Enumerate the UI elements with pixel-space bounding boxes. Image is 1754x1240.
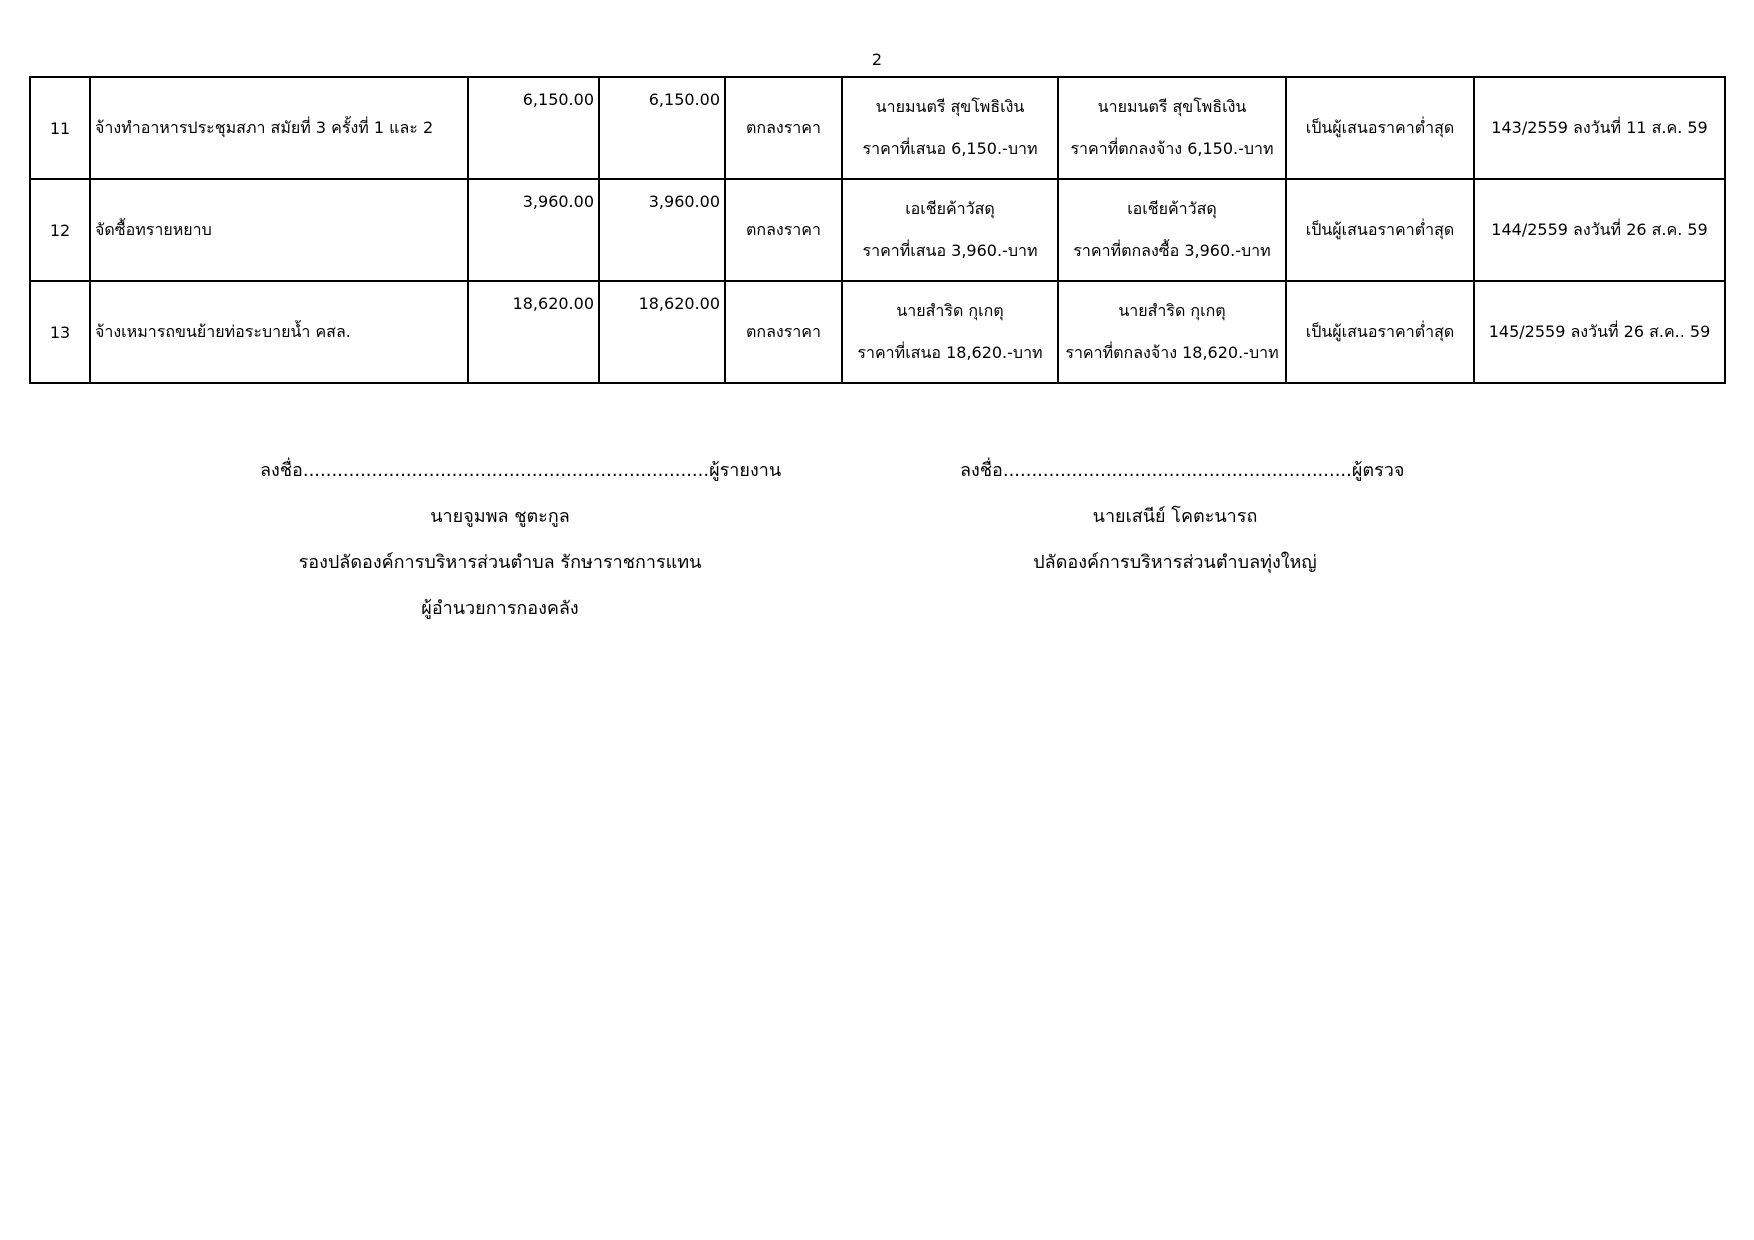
selection-reason: เป็นผู้เสนอราคาต่ำสุด [1286, 179, 1474, 281]
contract-reference: 144/2559 ลงวันที่ 26 ส.ค. 59 [1474, 179, 1725, 281]
contract-reference: 145/2559 ลงวันที่ 26 ส.ค.. 59 [1474, 281, 1725, 383]
bidder-name: เอเชียค้าวัสดุ [905, 199, 995, 218]
inspector-signature-block [960, 448, 1405, 586]
procurement-method: ตกลงราคา [725, 179, 842, 281]
inspector-sign-line: ลงชื่อ.............................................................ผู้ตรวจ [960, 460, 1405, 481]
procurement-table [29, 76, 1726, 384]
selected-vendor [1058, 179, 1286, 281]
agreed-price: ราคาที่ตกลงจ้าง 6,150.-บาท [1070, 139, 1274, 158]
selected-vendor [1058, 77, 1286, 179]
row-number: 12 [30, 179, 90, 281]
bidder-name: นายสำริด กุเกตุ [896, 301, 1004, 320]
item-description: จ้างเหมารถขนย้ายท่อระบายน้ำ คสล. [90, 281, 468, 383]
selection-reason: เป็นผู้เสนอราคาต่ำสุด [1286, 77, 1474, 179]
vendor-name: เอเชียค้าวัสดุ [1127, 199, 1217, 218]
bidder-offer [842, 77, 1058, 179]
budget-amount: 18,620.00 [468, 281, 599, 383]
reporter-signature-block [260, 448, 782, 632]
median-price: 6,150.00 [599, 77, 725, 179]
table-row [30, 281, 1725, 383]
bidder-offer [842, 179, 1058, 281]
median-price: 18,620.00 [599, 281, 725, 383]
contract-reference: 143/2559 ลงวันที่ 11 ส.ค. 59 [1474, 77, 1725, 179]
reporter-position: รองปลัดองค์การบริหารส่วนตำบล รักษาราชการแทน [298, 552, 702, 573]
inspector-name: นายเสนีย์ โคตะนารถ [1092, 506, 1258, 527]
vendor-name: นายมนตรี สุขโพธิเงิน [1097, 97, 1247, 116]
agreed-price: ราคาที่ตกลงซื้อ 3,960.-บาท [1073, 241, 1271, 260]
page-number: 2 [871, 50, 883, 69]
table-row [30, 77, 1725, 179]
item-description: จ้างทำอาหารประชุมสภา สมัยที่ 3 ครั้งที่ 1 และ 2 [90, 77, 468, 179]
row-number: 13 [30, 281, 90, 383]
reporter-sign-line: ลงชื่อ.......................................................................ผู้รายงาน [260, 460, 782, 481]
budget-amount: 6,150.00 [468, 77, 599, 179]
row-number: 11 [30, 77, 90, 179]
table-row [30, 179, 1725, 281]
reporter-name: นายจูมพล ชูตะกูล [430, 506, 570, 527]
procurement-method: ตกลงราคา [725, 77, 842, 179]
bidder-name: นายมนตรี สุขโพธิเงิน [875, 97, 1025, 116]
selection-reason: เป็นผู้เสนอราคาต่ำสุด [1286, 281, 1474, 383]
bidder-price: ราคาที่เสนอ 18,620.-บาท [857, 343, 1043, 362]
reporter-position-secondary: ผู้อำนวยการกองคลัง [421, 598, 579, 619]
median-price: 3,960.00 [599, 179, 725, 281]
agreed-price: ราคาที่ตกลงจ้าง 18,620.-บาท [1065, 343, 1279, 362]
bidder-price: ราคาที่เสนอ 3,960.-บาท [862, 241, 1038, 260]
bidder-offer [842, 281, 1058, 383]
budget-amount: 3,960.00 [468, 179, 599, 281]
bidder-price: ราคาที่เสนอ 6,150.-บาท [862, 139, 1038, 158]
selected-vendor [1058, 281, 1286, 383]
procurement-method: ตกลงราคา [725, 281, 842, 383]
vendor-name: นายสำริด กุเกตุ [1118, 301, 1226, 320]
item-description: จัดซื้อทรายหยาบ [90, 179, 468, 281]
inspector-position: ปลัดองค์การบริหารส่วนตำบลทุ่งใหญ่ [1033, 552, 1317, 573]
